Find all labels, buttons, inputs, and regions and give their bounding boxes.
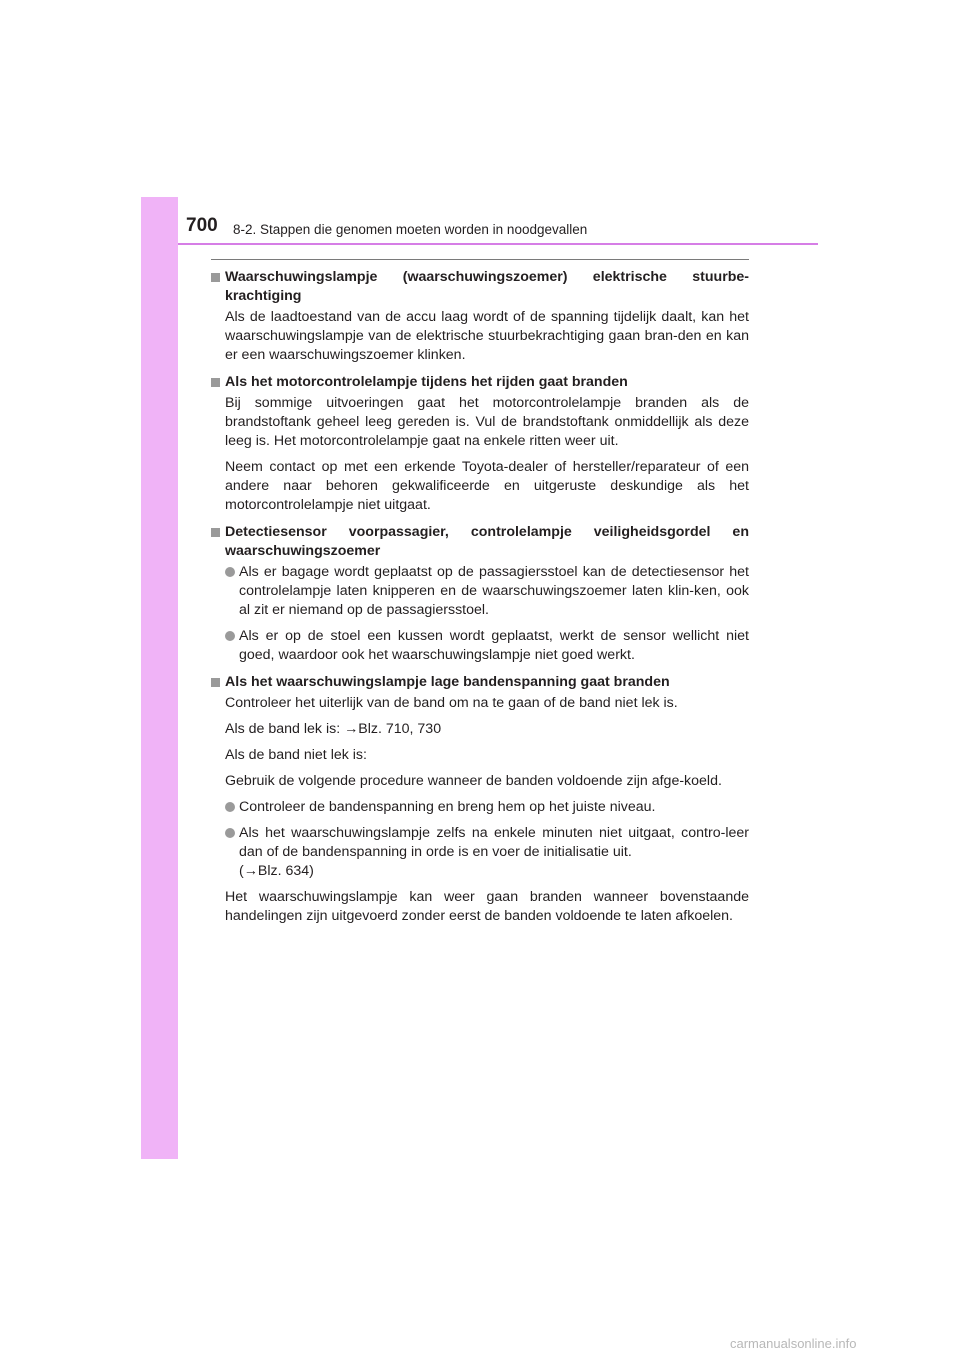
square-bullet-icon bbox=[211, 528, 220, 537]
round-bullet-icon bbox=[225, 567, 235, 577]
page-reference: (→Blz. 634) bbox=[239, 863, 314, 879]
paragraph: Bij sommige uitvoeringen gaat het motorcontrolelampje branden als de brandstoftank geheel leeg gereden is. Vul de brandstoftank onmiddellijk als deze leeg is. Het motorcontrolelampje gaat na enkele ritten weer uit. bbox=[225, 395, 749, 449]
square-bullet-icon bbox=[211, 378, 220, 387]
paragraph: Als de band niet lek is: bbox=[225, 747, 367, 763]
section-heading bbox=[211, 673, 749, 692]
paragraph: Gebruik de volgende procedure wanneer de banden voldoende zijn afge-koeld. bbox=[225, 773, 722, 789]
heading-text: Als het motorcontrolelampje tijdens het rijden gaat branden bbox=[225, 374, 628, 390]
section-heading bbox=[211, 268, 749, 306]
bullet-item bbox=[211, 563, 749, 620]
heading-text: Waarschuwingslampje (waarschuwingszoemer) elektrische stuurbe-krachtiging bbox=[225, 269, 749, 304]
heading-text: Detectiesensor voorpassagier, controlelampje veiligheidsgordel en waarschuwingszoemer bbox=[225, 524, 749, 559]
heading-text: Als het waarschuwingslampje lage bandenspanning gaat branden bbox=[225, 674, 670, 690]
section-engine-light bbox=[211, 373, 749, 515]
chapter-title: 8-2. Stappen die genomen moeten worden in noodgevallen bbox=[233, 222, 588, 237]
paragraph-flat-tire-reference: Als de band lek is: →Blz. 710, 730 bbox=[225, 721, 442, 737]
section-heading bbox=[211, 373, 749, 392]
bullet-text: Als er op de stoel een kussen wordt geplaatst, werkt de sensor wellicht niet goed, waardoor ook het waarschuwingslampje niet goed werkt. bbox=[239, 628, 749, 663]
bullet-text: Als het waarschuwingslampje zelfs na enkele minuten niet uitgaat, contro-leer dan of de bandenspanning in orde is en voer de initialisatie uit. bbox=[239, 825, 749, 860]
paragraph: Controleer het uiterlijk van de band om na te gaan of de band niet lek is. bbox=[225, 695, 678, 711]
bullet-item bbox=[211, 824, 749, 881]
watermark-text: carmanualsonline.info bbox=[730, 1336, 857, 1351]
bullet-item bbox=[211, 798, 749, 817]
section-tire-pressure bbox=[211, 673, 749, 926]
side-color-band bbox=[141, 197, 178, 1159]
square-bullet-icon bbox=[211, 273, 220, 282]
bullet-text: Als er bagage wordt geplaatst op de passagiersstoel kan de detectiesensor het controlelampje laten knipperen en de waarschuwingszoemer laten klin-ken, ook al zit er niemand op de passagiersstoel. bbox=[239, 564, 749, 618]
paragraph: Als de laadtoestand van de accu laag wordt of de spanning tijdelijk daalt, kan het waarschuwingslampje van de elektrische stuurbekrachtiging gaan bran-den en kan er een waarschuwingszoemer klinken. bbox=[225, 309, 749, 363]
page-number: 700 bbox=[186, 215, 218, 236]
paragraph: Het waarschuwingslampje kan weer gaan branden wanneer bovenstaande handelingen zijn uitgevoerd zonder eerst de banden voldoende te laten afkoelen. bbox=[225, 889, 749, 924]
round-bullet-icon bbox=[225, 828, 235, 838]
header-rule bbox=[178, 243, 818, 245]
section-power-steering bbox=[211, 268, 749, 365]
square-bullet-icon bbox=[211, 678, 220, 687]
paragraph: Neem contact op met een erkende Toyota-dealer of hersteller/reparateur of een andere naar behoren gekwalificeerde en uitgeruste deskundige als het motorcontrolelampje niet uitgaat. bbox=[225, 459, 749, 513]
section-heading bbox=[211, 523, 749, 561]
content-top-rule bbox=[211, 259, 749, 260]
page-content bbox=[211, 268, 749, 934]
round-bullet-icon bbox=[225, 631, 235, 641]
header-tab bbox=[141, 197, 178, 244]
bullet-item bbox=[211, 627, 749, 665]
bullet-text: Controleer de bandenspanning en breng hem op het juiste niveau. bbox=[239, 799, 656, 815]
round-bullet-icon bbox=[225, 802, 235, 812]
section-passenger-sensor bbox=[211, 523, 749, 665]
